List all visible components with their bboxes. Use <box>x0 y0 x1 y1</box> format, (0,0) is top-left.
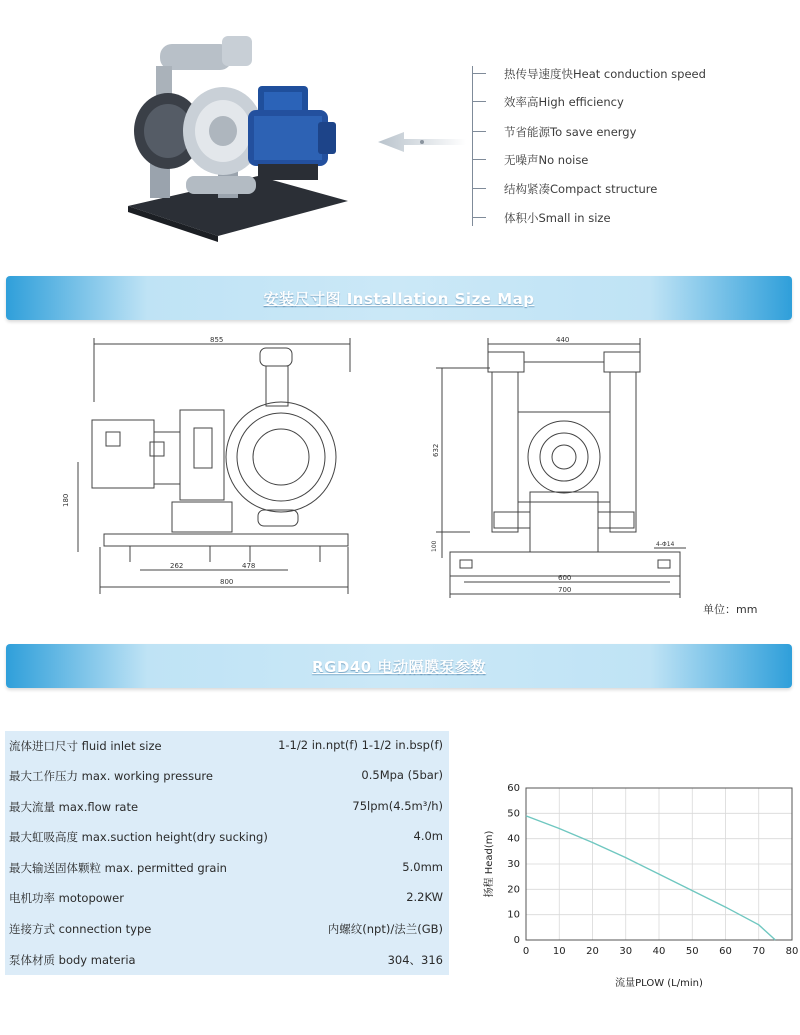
installation-banner <box>6 276 792 320</box>
y-tick-label: 20 <box>507 884 520 896</box>
dim-height: 180 <box>62 493 70 507</box>
dim-right: 478 <box>242 562 256 570</box>
table-row: 最大流量 max.flow rate 75lpm(4.5m³/h) <box>9 799 443 814</box>
dim-top: 440 <box>556 336 570 344</box>
x-tick-label: 50 <box>685 946 699 957</box>
table-row: 连接方式 connection type 内螺纹(npt)/法兰(GB) <box>9 922 443 936</box>
table-row: 最大工作压力 max. working pressure 0.5Mpa (5bar) <box>9 768 443 783</box>
installation-banner-title: 安装尺寸图 Installation Size Map <box>263 290 535 308</box>
side-view-drawing <box>430 332 700 600</box>
y-tick-label: 40 <box>507 833 520 845</box>
y-tick-label: 30 <box>507 859 520 870</box>
table-row: 最大虹吸高度 max.suction height(dry sucking) 4.0m <box>9 829 443 844</box>
x-axis-label: 流量PLOW (L/min) <box>615 978 703 989</box>
unit-label: 单位：mm <box>703 603 758 616</box>
spec-table <box>5 731 449 975</box>
dim-outer: 700 <box>558 586 572 594</box>
x-tick-label: 30 <box>619 946 633 957</box>
params-banner <box>6 644 792 688</box>
x-tick-label: 70 <box>752 946 766 957</box>
x-tick-label: 0 <box>522 946 530 957</box>
x-tick-label: 80 <box>785 946 799 957</box>
x-tick-label: 20 <box>586 946 599 957</box>
x-tick-label: 10 <box>552 946 566 957</box>
params-banner-title: RGD40 电动隔膜泵参数 <box>312 658 486 676</box>
table-row: 电机功率 motopower 2.2KW <box>9 890 443 905</box>
dim-height: 632 <box>432 443 440 457</box>
y-axis-label: 扬程 Head(m) <box>484 830 495 898</box>
table-row: 泵体材质 body materia 304、316 <box>9 953 443 967</box>
dim-base: 800 <box>220 578 234 586</box>
table-row: 流体进口尺寸 fluid inlet size 1-1/2 in.npt(f) 1-1/2 in.bsp(f) <box>9 738 443 753</box>
y-tick-label: 10 <box>507 909 520 921</box>
pump-product-image <box>118 26 350 242</box>
dim-hole: 4-Φ14 <box>656 541 675 548</box>
dim-inner: 600 <box>558 574 572 582</box>
x-tick-label: 40 <box>652 946 666 957</box>
performance-chart <box>470 778 799 1000</box>
y-tick-label: 60 <box>507 783 520 794</box>
y-tick-label: 50 <box>507 808 520 820</box>
x-tick-label: 60 <box>719 946 732 957</box>
front-view-drawing <box>60 332 380 600</box>
arrow-left-icon <box>376 128 468 156</box>
y-tick-label: 0 <box>513 935 520 946</box>
dim-base-height: 100 <box>431 540 438 552</box>
dim-left: 262 <box>170 562 184 570</box>
dim-overall: 855 <box>210 336 224 344</box>
feature-list-spine <box>472 66 473 226</box>
table-row: 最大输送固体颗粒 max. permitted grain 5.0mm <box>9 860 443 875</box>
